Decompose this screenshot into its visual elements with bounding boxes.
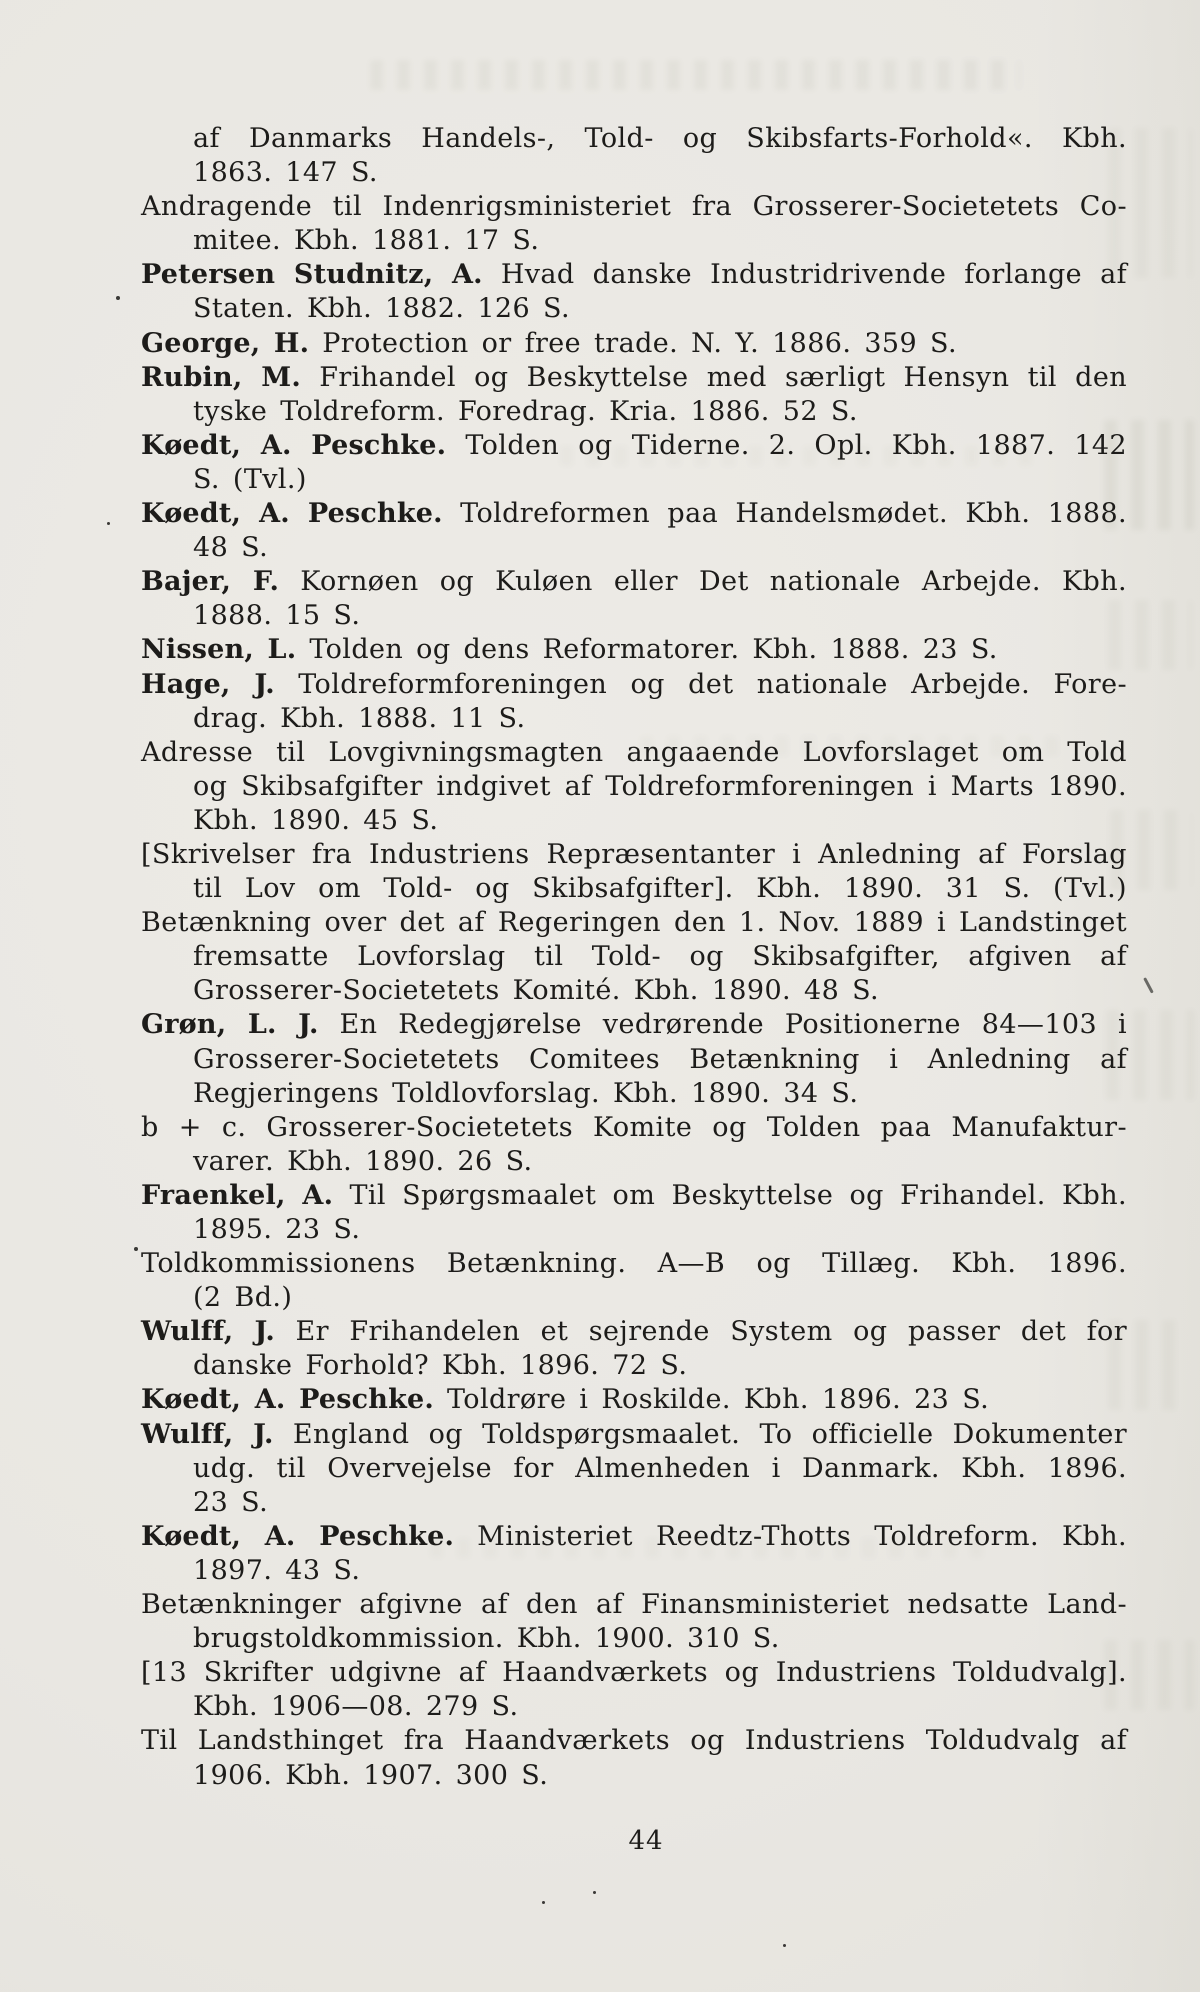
entry-line <box>141 872 1127 906</box>
entry-line <box>141 633 1127 667</box>
author-name: Køedt, A. Peschke. <box>141 1384 434 1416</box>
entry-line <box>141 838 1127 872</box>
entry-line <box>141 122 1127 156</box>
entry-text: Toldkommissionens Betænkning. A—B og Tillæg. Kbh. 1896. <box>141 1248 1127 1280</box>
entry-text: 1906. Kbh. 1907. 300 S. <box>193 1759 549 1791</box>
entry-text: Tolden og Tiderne. 2. Opl. Kbh. 1887. 142 <box>465 429 1128 461</box>
entry-line <box>141 1281 1127 1315</box>
entry-line <box>141 770 1127 804</box>
entry-text: Grosserer-Societetets Comitees Betænkning i Anledning af <box>193 1043 1127 1075</box>
entry-line <box>141 1622 1127 1656</box>
entry-line <box>141 395 1127 429</box>
entry-text: Toldrøre i Roskilde. Kbh. 1896. 23 S. <box>446 1384 990 1416</box>
entry-line <box>141 702 1127 736</box>
bibliography-text-block <box>141 122 1127 1793</box>
entry-text: [13 Skrifter udgivne af Haandværkets og Industriens Toldudvalg]. <box>141 1657 1127 1689</box>
ink-speck <box>116 296 120 300</box>
entry-text: udg. til Overvejelse for Almenheden i Danmark. Kbh. 1896. <box>193 1452 1127 1484</box>
entry-text: Til Landsthinget fra Haandværkets og Industriens Toldudvalg af <box>141 1725 1127 1757</box>
entry-line <box>141 1213 1127 1247</box>
entry-text: brugstoldkommission. Kbh. 1900. 310 S. <box>193 1623 780 1655</box>
entry-line <box>141 599 1127 633</box>
entry-text: Betænkninger afgivne af den af Finansministeriet nedsatte Land- <box>141 1589 1127 1621</box>
entry-line <box>141 156 1127 190</box>
entry-line <box>141 1179 1127 1213</box>
entry-text: Betænkning over det af Regeringen den 1. Nov. 1889 i Landstinget <box>141 907 1127 939</box>
entry-text: Staten. Kbh. 1882. 126 S. <box>193 293 570 325</box>
entry-text: 1863. 147 S. <box>193 157 378 189</box>
entry-text: Kbh. 1906—08. 279 S. <box>193 1691 519 1723</box>
entry-text: Ministeriet Reedtz-Thotts Toldreform. Kbh. <box>477 1520 1127 1552</box>
author-name: Fraenkel, A. <box>141 1179 334 1211</box>
entry-text: 48 S. <box>193 532 269 564</box>
ink-speck <box>134 1247 138 1251</box>
entry-line <box>141 292 1127 326</box>
entry-text: Kornøen og Kuløen eller Det nationale Arbejde. Kbh. <box>300 566 1128 598</box>
entry-text: Protection or free trade. N. Y. 1886. 359 S. <box>322 327 957 359</box>
entry-text: 1895. 23 S. <box>193 1214 361 1245</box>
entry-line <box>141 1418 1127 1452</box>
entry-text: Til Spørgsmaalet om Beskyttelse og Frihandel. Kbh. <box>349 1179 1128 1211</box>
entry-text: til Lov om Told- og Skibsafgifter]. Kbh. 1890. 31 S. (Tvl.) <box>193 873 1127 905</box>
entry-line <box>141 1247 1127 1281</box>
entry-line <box>141 1554 1127 1588</box>
entry-text: Regjeringens Toldlovforslag. Kbh. 1890. 34 S. <box>193 1077 859 1109</box>
entry-line <box>141 327 1127 361</box>
entry-line <box>141 531 1127 565</box>
entry-text: (2 Bd.) <box>193 1282 293 1314</box>
ink-speck <box>107 522 110 525</box>
entry-line <box>141 1077 1127 1111</box>
entry-line <box>141 565 1127 599</box>
entry-line <box>141 1452 1127 1486</box>
entry-text: Hvad danske Industridrivende forlange af <box>500 259 1127 291</box>
entry-text: Toldreformen paa Handelsmødet. Kbh. 1888. <box>460 498 1127 530</box>
entry-line <box>141 1656 1127 1690</box>
entry-text: [Skrivelser fra Industriens Repræsentanter i Anledning af Forslag <box>141 838 1127 870</box>
entry-line <box>141 974 1127 1008</box>
author-name: Wulff, J. <box>141 1418 274 1450</box>
author-name: George, H. <box>141 327 310 359</box>
author-name: Køedt, A. Peschke. <box>141 498 443 530</box>
entry-line <box>141 497 1127 531</box>
entry-text: af Danmarks Handels-, Told- og Skibsfarts-Forhold«. Kbh. <box>193 123 1127 154</box>
author-name: Grøn, L. J. <box>141 1009 319 1041</box>
entry-text: Grosserer-Societetets Komité. Kbh. 1890. 48 S. <box>193 975 880 1007</box>
entry-text: England og Toldspørgsmaalet. To officielle Dokumenter <box>292 1418 1128 1450</box>
entry-line <box>141 1111 1127 1145</box>
entry-line <box>141 1724 1127 1758</box>
entry-line <box>141 1043 1127 1077</box>
ink-speck <box>783 1944 786 1947</box>
entry-line <box>141 190 1127 224</box>
author-name: Køedt, A. Peschke. <box>141 1520 455 1552</box>
page-number: 44 <box>628 1826 664 1856</box>
entry-line <box>141 429 1127 463</box>
entry-line <box>141 1486 1127 1520</box>
entry-line <box>141 1383 1127 1417</box>
entry-line <box>141 1759 1127 1793</box>
entry-text: b + c. Grosserer-Societetets Komite og Tolden paa Manufaktur- <box>141 1111 1127 1143</box>
entry-text: Er Frihandelen et sejrende System og passer det for <box>295 1316 1128 1348</box>
entry-text: Andragende til Indenrigsministeriet fra Grosserer-Societetets Co- <box>141 191 1127 223</box>
entry-text: Tolden og dens Reformatorer. Kbh. 1888. 23 S. <box>309 634 998 666</box>
entry-line <box>141 1588 1127 1622</box>
entry-text: 1897. 43 S. <box>193 1554 361 1586</box>
entry-line <box>141 1315 1127 1349</box>
author-name: Petersen Studnitz, A. <box>141 259 483 291</box>
entry-text: drag. Kbh. 1888. 11 S. <box>193 702 526 734</box>
entry-text: tyske Toldreform. Foredrag. Kria. 1886. 52 S. <box>193 395 858 427</box>
ink-speck <box>593 1891 596 1894</box>
entry-line <box>141 224 1127 258</box>
entry-text: danske Forhold? Kbh. 1896. 72 S. <box>193 1350 688 1382</box>
entry-text: mitee. Kbh. 1881. 17 S. <box>193 225 540 257</box>
entry-text: fremsatte Lovforslag til Told- og Skibsafgifter, afgiven af <box>193 941 1127 973</box>
bleedthrough-ghost <box>370 60 1020 90</box>
author-name: Køedt, A. Peschke. <box>141 429 447 461</box>
author-name: Wulff, J. <box>141 1316 275 1348</box>
entry-line <box>141 361 1127 395</box>
author-name: Bajer, F. <box>141 566 280 598</box>
author-name: Rubin, M. <box>141 361 301 393</box>
entry-line <box>141 1349 1127 1383</box>
author-name: Hage, J. <box>141 668 275 700</box>
entry-text: S. (Tvl.) <box>193 463 307 495</box>
pen-mark <box>1143 977 1153 993</box>
entry-text: varer. Kbh. 1890. 26 S. <box>193 1145 533 1177</box>
author-name: Nissen, L. <box>141 634 297 666</box>
entry-line <box>141 668 1127 702</box>
entry-text: og Skibsafgifter indgivet af Toldreformforeningen i Marts 1890. <box>193 770 1127 802</box>
entry-line <box>141 1145 1127 1179</box>
entry-line <box>141 940 1127 974</box>
entry-line <box>141 1690 1127 1724</box>
entry-line <box>141 736 1127 770</box>
entry-text: Toldreformforeningen og det nationale Arbejde. Fore- <box>298 668 1127 700</box>
entry-line <box>141 804 1127 838</box>
entry-line <box>141 906 1127 940</box>
entry-line <box>141 463 1127 497</box>
entry-line <box>141 1008 1127 1042</box>
entry-line <box>141 1520 1127 1554</box>
entry-text: Frihandel og Beskyttelse med særligt Hensyn til den <box>319 361 1127 393</box>
ink-speck <box>542 1901 545 1904</box>
entry-text: 1888. 15 S. <box>193 600 361 632</box>
entry-text: Adresse til Lovgivningsmagten angaaende Lovforslaget om Told <box>141 736 1127 768</box>
entry-text: En Redegjørelse vedrørende Positionerne 84—103 i <box>339 1009 1127 1041</box>
entry-text: Kbh. 1890. 45 S. <box>193 804 439 836</box>
entry-text: 23 S. <box>193 1486 269 1518</box>
entry-line <box>141 258 1127 292</box>
